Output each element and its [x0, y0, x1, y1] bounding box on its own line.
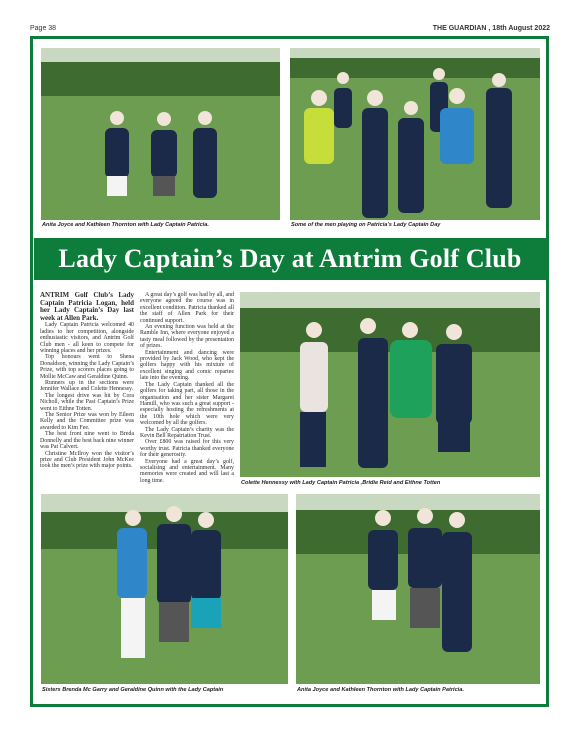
caption-photo5: Anita Joyce and Kathleen Thornton with Lady Captain Patricia. — [297, 687, 464, 693]
article-paragraph: Runners up in the sections were Jennifer Wallace and Colette Hennessy. — [40, 380, 134, 393]
caption-photo1: Anita Joyce and Kathleen Thornton with Lady Captain Patricia. — [42, 222, 209, 228]
article-paragraph: Over £800 was raised for this very worthy trust. Patricia thanked everyone for their generosity. — [140, 439, 234, 459]
page-number: Page 38 — [30, 25, 57, 32]
photo-men-group — [290, 48, 540, 220]
caption-photo2: Some of the men playing on Patricia’s Lady Captain Day — [291, 222, 441, 228]
article-paragraph: Entertainment and dancing were provided by Jack Wood, who kept the golfers happy with his mixture of excellent singing and comic repartee late into the evening. — [140, 349, 234, 382]
article-column-1 — [40, 292, 134, 470]
article-paragraph: A great day’s golf was had by all, and everyone agreed the course was in excellent condition. Patricia thanked all the staff of Allen Park for their continued support. — [140, 292, 234, 324]
article-paragraph: The longest drive was hit by Cora Nicholl, while the Past Captain’s Prize went to Eithne Totten. — [40, 392, 134, 412]
caption-photo3: Colette Hennessy with Lady Captain Patricia ,Bridie Reid and Eithne Totten — [241, 480, 441, 486]
article-paragraph: Top honours went to Shena Donaldson, winning the Lady Captain’s Prize, with top scorers places going to Mollie McCaw and Geraldine Quinn. — [40, 354, 134, 380]
page-header — [28, 25, 552, 35]
article-lead: ANTRIM Golf Club’s Lady Captain Patricia Logan, held her Lady Captain’s Day last week at Allen Park. — [40, 291, 134, 322]
article-paragraph: The Lady Captain’s charity was the Kevin Bell Repatriation Trust. — [140, 426, 234, 439]
headline-banner: Lady Captain’s Day at Antrim Golf Club — [34, 238, 546, 280]
photo-sisters-with-lady-captain — [41, 494, 288, 684]
photo-anita-kathleen-patricia-2 — [296, 494, 540, 684]
masthead-date: THE GUARDIAN , 18th August 2022 — [432, 25, 550, 32]
photo-anita-kathleen-patricia — [41, 48, 280, 220]
article-paragraph: An evening function was held at the Ramble Inn, where everyone enjoyed a tasty meal followed by the presentation of prizes. — [140, 324, 234, 350]
article-paragraph: The Senior Prize was won by Eileen Kelly and the Committee prize was awarded to Kim Fee. — [40, 412, 134, 431]
article-paragraph: The Lady Captain thanked all the golfers for taking part, all those in the organisation and her sister Margaret Hamill, who was such a great support - especially hosting the refreshments at the 10th hole which were very welcomed by all the golfers. — [140, 381, 234, 427]
article-column-2 — [140, 292, 234, 484]
caption-photo4: Sisters Brenda Mc Garry and Geraldine Quinn with the Lady Captain — [42, 687, 224, 693]
article-paragraph: Everyone had a great day’s golf, socialising and entertainment. Many memories were created and will last a long time. — [140, 458, 234, 484]
article-paragraph: Christine McIlroy won the visitor’s prize and Club President John McKee took the men’s prize with major points. — [40, 450, 134, 470]
article-paragraph: Lady Captain Patricia welcomed 40 ladies to her competition, alongside enthusiastic visitors, and Antrim Golf Club men - all keen to compete for winning places and her prizes. — [40, 322, 134, 354]
photo-colette-patricia-bridie-eithne — [240, 292, 540, 477]
article-paragraph: The best front nine went to Breda Donnelly and the best back nine winner was Pat Calvert. — [40, 431, 134, 451]
